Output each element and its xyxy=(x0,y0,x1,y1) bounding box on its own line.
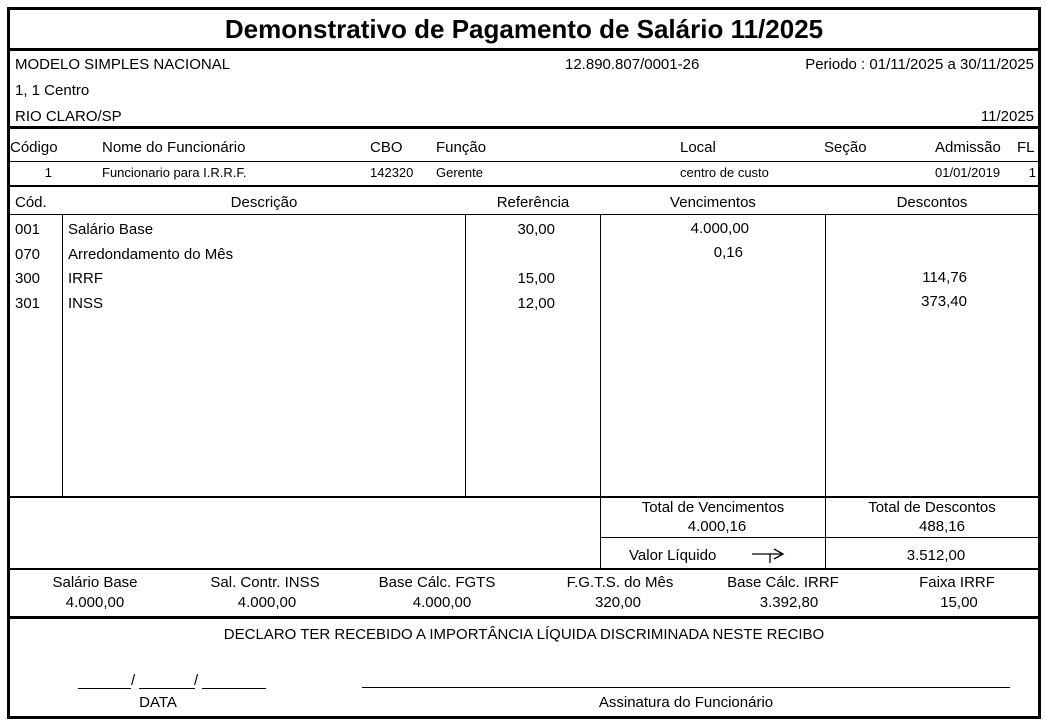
item-cod: 300 xyxy=(15,270,41,287)
item-referencia: 12,00 xyxy=(517,295,555,312)
header-admissao: Admissão xyxy=(935,139,1001,156)
divider-totals-mid xyxy=(600,537,1041,538)
valor-liquido-label: Valor Líquido xyxy=(629,547,717,564)
base-inss-label: Sal. Contr. INSS xyxy=(210,574,320,591)
period: Periodo : 01/11/2025 a 30/11/2025 xyxy=(805,56,1034,73)
fgts-mes-label: F.G.T.S. do Mês xyxy=(566,574,674,591)
header-codigo: Código xyxy=(10,139,58,156)
item-referencia: 15,00 xyxy=(517,270,555,287)
border-outer-bottom xyxy=(7,716,1041,719)
item-referencia: 30,00 xyxy=(517,221,555,238)
items-header-cod: Cód. xyxy=(15,194,47,211)
employee-fl: 1 xyxy=(1028,165,1036,180)
company-cnpj: 12.890.807/0001-26 xyxy=(565,56,700,73)
items-header-vencimentos: Vencimentos xyxy=(670,194,756,211)
base-fgts-value: 4.000,00 xyxy=(412,594,472,611)
divider-items-bottom xyxy=(7,496,1041,498)
valor-liquido-value: 3.512,00 xyxy=(906,547,966,564)
header-cbo: CBO xyxy=(370,139,403,156)
items-header-referencia: Referência xyxy=(496,194,570,211)
vline-cod xyxy=(62,215,63,496)
items-header-descontos: Descontos xyxy=(896,194,968,211)
header-local: Local xyxy=(680,139,716,156)
header-secao: Seção xyxy=(824,139,867,156)
item-descricao: Salário Base xyxy=(68,221,154,238)
declaration-text: DECLARO TER RECEBIDO A IMPORTÂNCIA LÍQUIDA DISCRIMINADA NESTE RECIBO xyxy=(223,626,825,643)
date-slash: / xyxy=(131,672,136,689)
reference-month: 11/2025 xyxy=(980,108,1034,125)
total-vencimentos-value: 4.000,16 xyxy=(687,518,747,535)
signature-line xyxy=(362,687,1010,688)
vline-referencia xyxy=(465,215,466,496)
base-inss-value: 4.000,00 xyxy=(237,594,297,611)
items-header-descricao: Descrição xyxy=(230,194,298,211)
faixa-irrf-value: 15,00 xyxy=(940,594,978,611)
item-cod: 070 xyxy=(15,246,41,263)
employee-funcao: Gerente xyxy=(436,165,483,180)
company-name: MODELO SIMPLES NACIONAL xyxy=(15,56,231,73)
divider-items-header xyxy=(7,214,1041,215)
base-salario-label: Salário Base xyxy=(52,574,138,591)
employee-nome: Funcionario para I.R.R.F. xyxy=(102,165,247,180)
employee-local: centro de custo xyxy=(680,165,769,180)
company-address: 1, 1 Centro xyxy=(15,82,90,99)
total-vencimentos-label: Total de Vencimentos xyxy=(641,499,785,516)
item-descricao: IRRF xyxy=(68,270,103,287)
divider-totals-bottom xyxy=(7,568,1041,570)
divider-employee-header xyxy=(7,161,1041,162)
employee-cbo: 142320 xyxy=(370,165,414,180)
base-salario-value: 4.000,00 xyxy=(65,594,125,611)
border-outer-top xyxy=(7,7,1041,10)
item-cod: 301 xyxy=(15,295,41,312)
divider-title xyxy=(7,48,1041,51)
employee-codigo: 1 xyxy=(44,165,52,180)
header-nome: Nome do Funcionário xyxy=(102,139,246,156)
total-descontos-label: Total de Descontos xyxy=(868,499,996,516)
header-funcao: Função xyxy=(436,139,487,156)
divider-company xyxy=(7,126,1041,129)
divider-employee xyxy=(7,185,1041,187)
total-descontos-value: 488,16 xyxy=(919,518,965,535)
border-outer-right xyxy=(1038,7,1041,719)
signature-label: Assinatura do Funcionário xyxy=(598,694,774,711)
item-vencimento: 4.000,00 xyxy=(690,220,749,237)
date-line-year xyxy=(202,688,266,689)
date-label: DATA xyxy=(139,694,177,711)
item-descricao: INSS xyxy=(68,295,104,312)
date-line-day xyxy=(78,688,131,689)
border-outer-left xyxy=(7,7,10,719)
item-vencimento: 0,16 xyxy=(713,244,743,261)
date-line-month xyxy=(139,688,195,689)
item-desconto: 114,76 xyxy=(922,269,967,286)
base-fgts-label: Base Cálc. FGTS xyxy=(378,574,496,591)
item-descricao: Arredondamento do Mês xyxy=(68,246,234,263)
employee-admissao: 01/01/2019 xyxy=(935,165,1001,180)
header-fl: FL xyxy=(1017,139,1035,156)
item-cod: 001 xyxy=(15,221,41,238)
fgts-mes-value: 320,00 xyxy=(595,594,641,611)
item-desconto: 373,40 xyxy=(921,293,967,310)
date-slash: / xyxy=(194,672,199,689)
arrow-right-icon xyxy=(750,546,790,564)
base-irrf-label: Base Cálc. IRRF xyxy=(727,574,839,591)
page-title: Demonstrativo de Pagamento de Salário 11/2025 xyxy=(224,14,824,44)
divider-bases-bottom xyxy=(7,616,1041,619)
faixa-irrf-label: Faixa IRRF xyxy=(919,574,995,591)
company-city: RIO CLARO/SP xyxy=(15,108,122,125)
base-irrf-value: 3.392,80 xyxy=(759,594,819,611)
